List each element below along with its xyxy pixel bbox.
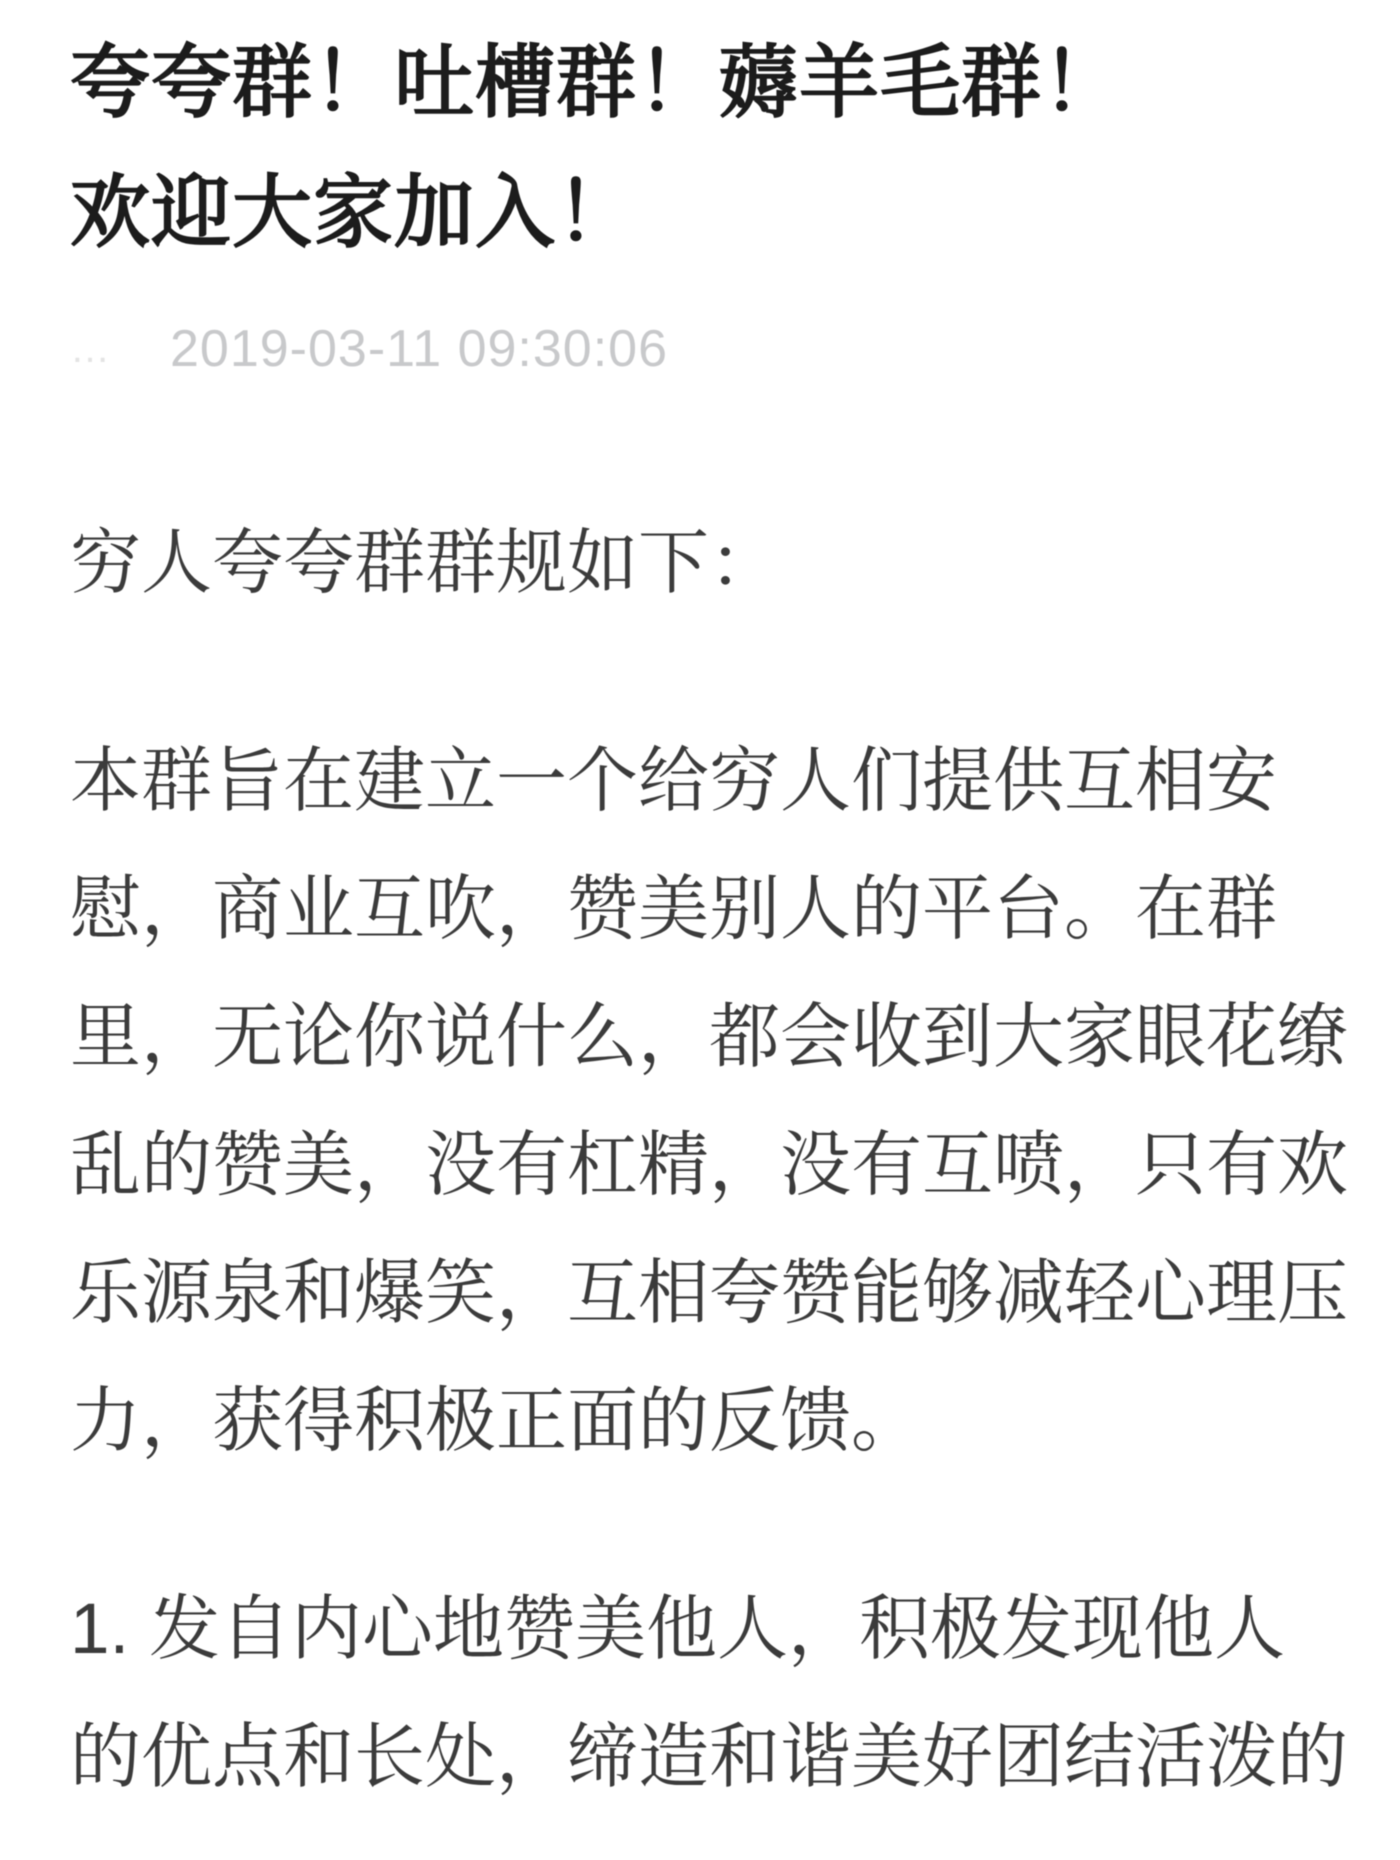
post-timestamp: 2019-03-11 09:30:06 [170, 320, 668, 378]
post-meta [70, 318, 1340, 380]
post-body [70, 500, 1349, 1822]
rule-1-line: 1. 发自内心地赞美他人，积极发现他人 [70, 1590, 1285, 1669]
rules-header: 穷人夸夸群群规如下： [70, 524, 781, 603]
intro-line: 慰，商业互吹，赞美别人的平台。在群 [70, 870, 1278, 949]
intro-line: 乐源泉和爆笑，互相夸赞能够减轻心理压 [70, 1254, 1349, 1333]
rule-1-paragraph [70, 1566, 1349, 1822]
post-title-line-2: 欢迎大家加入！ [70, 168, 637, 257]
post-title [70, 18, 1340, 278]
rule-1-line: 的优点和长处，缔造和谐美好团结活泼的 [70, 1718, 1349, 1797]
intro-line: 里，无论你说什么，都会收到大家眼花缭 [70, 998, 1349, 1077]
intro-line: 力，获得积极正面的反馈。 [70, 1382, 923, 1461]
post-title-line-1: 夸夸群！吐槽群！薅羊毛群！ [70, 38, 1123, 127]
intro-line: 本群旨在建立一个给穷人们提供互相安 [70, 742, 1278, 821]
author-mark: … [70, 326, 113, 371]
intro-paragraph [70, 718, 1349, 1486]
intro-line: 乱的赞美，没有杠精，没有互喷，只有欢 [70, 1126, 1349, 1205]
